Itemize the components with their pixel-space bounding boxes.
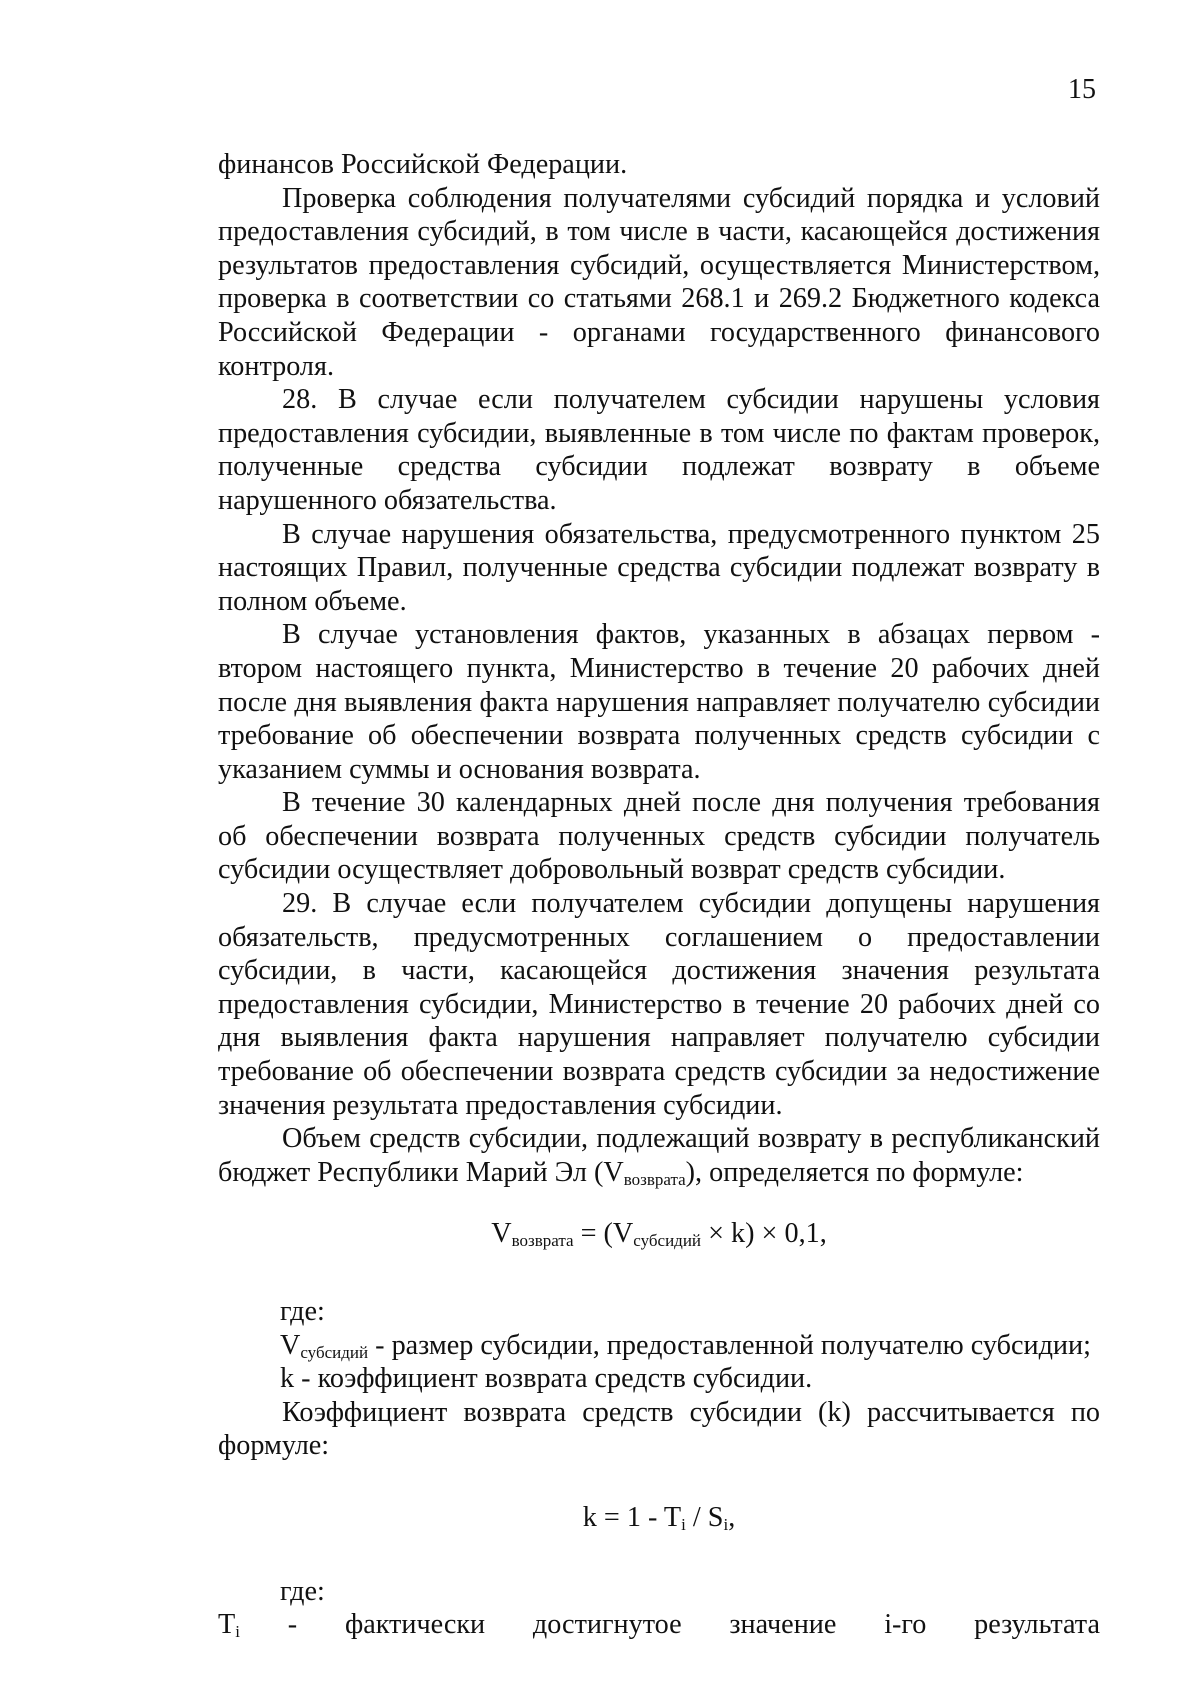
word: достигнутое xyxy=(532,1609,682,1641)
word: фактически xyxy=(344,1609,486,1641)
paragraph-violation-25: В случае нарушения обязательства, предусмотренного пунктом 25 настоящих Правил, полученные средства субсидии подлежат возврату в полном объеме. xyxy=(218,518,1100,617)
definition-v-subsidy xyxy=(218,1329,1100,1363)
formula-return-volume xyxy=(218,1217,1100,1251)
formula-symbol: = (V xyxy=(573,1218,634,1250)
formula-symbol: , xyxy=(728,1501,736,1533)
subscript: возврата xyxy=(511,1231,574,1251)
page-number: 15 xyxy=(1068,74,1096,105)
subscript: i xyxy=(681,1514,686,1534)
formula-symbol: / S xyxy=(685,1501,724,1533)
paragraph-30-days: В течение 30 календарных дней после дня получения требования об обеспечении возврата полученных средств субсидии получатель субсидии осуществляет добровольный возврат средств субсидии. xyxy=(218,787,1100,886)
definition-t-line xyxy=(218,1608,1100,1642)
subscript: возврата xyxy=(623,1169,686,1189)
formula-symbol: V xyxy=(491,1218,512,1250)
paragraph-continuation: финансов Российской Федерации. xyxy=(218,149,628,180)
word: значение xyxy=(729,1609,837,1641)
subscript: субсидий xyxy=(633,1231,702,1251)
subscript: i xyxy=(235,1622,240,1642)
dash: - xyxy=(287,1609,298,1641)
where-label: где: xyxy=(280,1296,325,1327)
paragraph-item-28: 28. В случае если получателем субсидии нарушены условия предоставления субсидии, выявленные в том числе по фактам проверок, полученные средства субсидии подлежат возврату в объеме нарушенного обязательства. xyxy=(218,384,1100,516)
formula-symbol: k = 1 - T xyxy=(582,1501,682,1533)
definition-k: k - коэффициент возврата средств субсидии. xyxy=(280,1363,813,1395)
word: i-го xyxy=(884,1609,927,1641)
formula-symbol: T xyxy=(218,1609,236,1641)
document-body xyxy=(218,148,1100,1642)
where-label-2: где: xyxy=(280,1575,325,1607)
formula-coefficient xyxy=(218,1501,1100,1535)
formula-symbol: × k) × 0,1, xyxy=(701,1218,827,1250)
text-fragment: Объем средств субсидии, подлежащий возврату в республиканский бюджет Республики Марий Эл (V xyxy=(218,1123,1100,1188)
subscript: субсидий xyxy=(300,1342,369,1362)
paragraph-item-29: 29. В случае если получателем субсидии допущены нарушения обязательств, предусмотренных соглашением о предоставлении субсидии, в части, касающейся достижения значения результата предоставления субсидии, Министерство в течение 20 рабочих дней со дня выявления факта нарушения направляет получателю субсидии требование об обеспечении возврата средств субсидии за недостижение значения результата предоставления субсидии. xyxy=(218,888,1100,1121)
subscript: i xyxy=(723,1514,729,1534)
paragraph-inspection: Проверка соблюдения получателями субсидий порядка и условий предоставления субсидий, в том числе в части, касающейся достижения результатов предоставления субсидий, осуществляется Министерством, проверка в соответствии со статьями 268.1 и 269.2 Бюджетного кодекса Российской Федерации - органами государственного финансового контроля. xyxy=(218,182,1100,382)
definition-text: - размер субсидии, предоставленной получателю субсидии; xyxy=(368,1329,1091,1361)
formula-symbol: V xyxy=(280,1329,301,1361)
paragraph-requirement: В случае установления фактов, указанных в абзацах первом - втором настоящего пункта, Министерство в течение 20 рабочих дней после дня выявления факта нарушения направляет получателю субсидии требование об обеспечении возврата полученных средств субсидии с указанием суммы и основания возврата. xyxy=(218,619,1100,785)
paragraph-coefficient-intro: Коэффициент возврата средств субсидии (k) рассчитывается по формуле: xyxy=(218,1396,1100,1462)
word: результата xyxy=(974,1609,1100,1641)
text-fragment: ), определяется по формуле: xyxy=(685,1156,1024,1188)
formula-symbol-t xyxy=(218,1608,240,1642)
paragraph-volume-formula-intro xyxy=(218,1122,1100,1189)
